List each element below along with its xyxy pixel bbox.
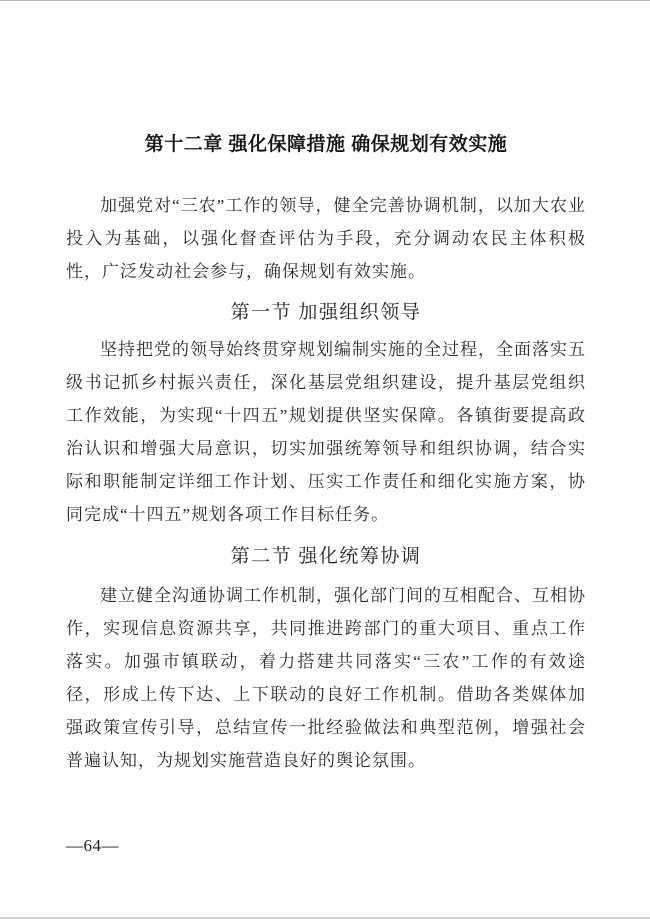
section-heading-2: 第二节 强化统筹协调: [230, 546, 422, 567]
intro-paragraph: 加强党对“三农”工作的领导，健全完善协调机制，以加大农业投入为基础，以强化督查评估为手段，充分调动农民主体积极性，广泛发动社会参与，确保规划有效实施。: [66, 196, 586, 281]
section-1-paragraph: 坚持把党的领导始终贯穿规划编制实施的全过程，全面落实五级书记抓乡村振兴责任，深化基层党组织建设，提升基层党组织工作效能，为实现“十四五”规划提供坚实保障。各镇街要提高政治认识和增强大局意识，切实加强统筹领导和组织协调，结合实际和职能制定详细工作计划、压实工作责任和细化实施方案，协同完成“十四五”规划各项工作目标任务。: [66, 340, 586, 524]
page-content: [66, 1, 586, 777]
section-2-paragraph: 建立健全沟通协调工作机制，强化部门间的互相配合、互相协作，实现信息资源共享，共同推进跨部门的重大项目、重点工作落实。加强市镇联动，着力搭建共同落实“三农”工作的有效途径，形成上传下达、上下联动的良好工作机制。借助各类媒体加强政策宣传引导，总结宣传一批经验做法和典型范例，增强社会普遍认知，为规划实施营造良好的舆论氛围。: [66, 586, 586, 770]
chapter-title: 第十二章 强化保障措施 确保规划有效实施: [144, 134, 508, 155]
section-heading-1: 第一节 加强组织领导: [230, 302, 422, 323]
page-number: —64—: [66, 836, 119, 855]
